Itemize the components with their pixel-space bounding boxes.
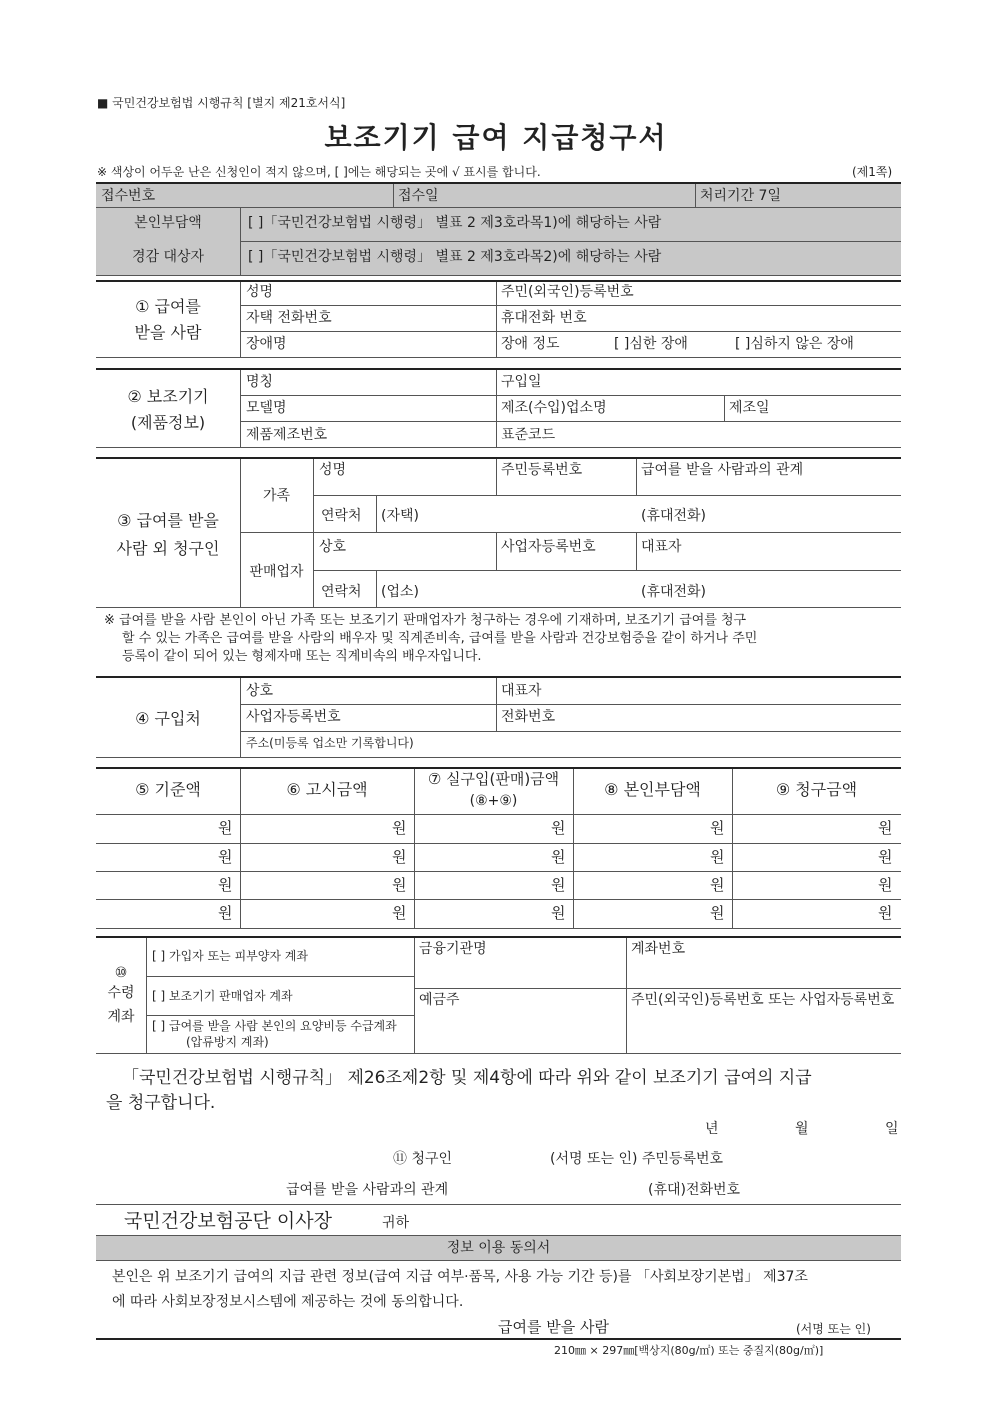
s1-resident-no-label: 주민(외국인)등록번호 <box>501 284 634 300</box>
amount-unit: 원 <box>710 904 725 922</box>
page-number: (제1쪽) <box>852 165 893 179</box>
s2-purchase-date-label: 구입일 <box>501 374 542 390</box>
s2-model-label: 모델명 <box>246 400 287 416</box>
s1-name-label: 성명 <box>246 284 274 300</box>
form-title: 보조기기 급여 지급청구서 <box>324 121 668 154</box>
amount-unit: 원 <box>551 904 566 922</box>
processing-period: 처리기간 7일 <box>700 188 781 204</box>
receipt-number-label: 접수번호 <box>101 188 156 204</box>
section10-label-1: ⑩ <box>114 965 128 981</box>
s3-seller-contact-label: 연락처 <box>321 584 362 600</box>
s3-seller-mobile-label: (휴대전화) <box>641 584 707 600</box>
bank-label: 금융기관명 <box>419 941 487 957</box>
col7-header-2: (⑧+⑨) <box>469 793 518 809</box>
amount-unit: 원 <box>710 876 725 894</box>
amount-unit: 원 <box>218 819 233 837</box>
s1-severe-checkbox[interactable]: [ ]심한 장애 <box>614 336 688 352</box>
holder-id-label: 주민(외국인)등록번호 또는 사업자등록번호 <box>631 992 895 1008</box>
amount-unit: 원 <box>218 876 233 894</box>
paper-spec: 210㎜ × 297㎜[백상지(80g/㎡) 또는 중질지(80g/㎡)] <box>554 1344 824 1357</box>
s3-seller-label: 판매업자 <box>249 564 304 580</box>
s4-phone-label: 전화번호 <box>501 709 556 725</box>
s3-company-label: 상호 <box>319 539 347 555</box>
recipient-suffix: 귀하 <box>382 1215 410 1231</box>
amount-unit: 원 <box>392 876 407 894</box>
holder-label: 예금주 <box>419 992 460 1008</box>
s3-family-home-label: (자택) <box>381 508 419 524</box>
s3-family-mobile-label: (휴대전화) <box>641 508 707 524</box>
section2-label-2: (제품정보) <box>130 413 206 432</box>
account-option-2[interactable]: [ ] 보조기기 판매업자 계좌 <box>152 989 293 1003</box>
s2-name-label: 명칭 <box>246 374 274 390</box>
declaration-line-2: 을 청구합니다. <box>106 1093 216 1113</box>
date-year: 년 <box>705 1121 719 1137</box>
amount-unit: 원 <box>878 904 893 922</box>
amount-unit: 원 <box>710 819 725 837</box>
s3-relation-label: 급여를 받을 사람과의 관계 <box>641 462 804 478</box>
s1-disability-name-label: 장애명 <box>246 336 287 352</box>
section2-label-1: ② 보조기기 <box>127 387 209 406</box>
date-day: 일 <box>885 1121 899 1137</box>
amount-unit: 원 <box>392 819 407 837</box>
amount-unit: 원 <box>551 876 566 894</box>
s3-family-label: 가족 <box>262 488 291 504</box>
s3-family-name-label: 성명 <box>319 462 347 478</box>
account-no-label: 계좌번호 <box>631 941 686 957</box>
section3-label-1: ③ 급여를 받을 <box>117 511 219 530</box>
claimant-relation: 급여를 받을 사람과의 관계 <box>286 1182 449 1198</box>
s1-mobile-label: 휴대전화 번호 <box>501 310 587 326</box>
s4-company-label: 상호 <box>246 683 274 699</box>
amount-unit: 원 <box>878 819 893 837</box>
section4-label: ④ 구입처 <box>135 709 201 728</box>
recipient: 국민건강보험공단 이사장 <box>124 1210 332 1232</box>
amount-unit: 원 <box>392 904 407 922</box>
reduction-option-2[interactable]: [ ]「국민건강보험법 시행령」 별표 2 제3호라목2)에 해당하는 사람 <box>248 249 662 265</box>
s3-footnote-2: 할 수 있는 가족은 급여를 받을 사람의 배우자 및 직계존비속, 급여를 받을 사람과 건강보험증을 같이 하거나 주민 <box>122 631 758 646</box>
s3-office-label: (업소) <box>381 584 419 600</box>
s1-not-severe-checkbox[interactable]: [ ]심하지 않은 장애 <box>735 336 854 352</box>
declaration-line-1: 「국민건강보험법 시행규칙」 제26조제2항 및 제4항에 따라 위와 같이 보조기기 급여의 지급 <box>122 1068 812 1088</box>
col5-header: ⑤ 기준액 <box>135 780 201 799</box>
consent-signer: 급여를 받을 사람 <box>498 1318 609 1336</box>
s3-family-contact-label: 연락처 <box>321 508 362 524</box>
amount-unit: 원 <box>878 848 893 866</box>
section1-label-1: ① 급여를 <box>135 297 201 316</box>
section10-label-2: 수령 <box>107 985 135 1001</box>
amount-unit: 원 <box>710 848 725 866</box>
col8-header: ⑧ 본인부담액 <box>604 780 701 799</box>
amount-unit: 원 <box>551 848 566 866</box>
receipt-date-label: 접수일 <box>398 188 439 204</box>
section3-label-2: 사람 외 청구인 <box>116 539 220 558</box>
s2-maker-label: 제조(수입)업소명 <box>501 400 607 416</box>
s4-biz-no-label: 사업자등록번호 <box>246 709 341 725</box>
col7-header-1: ⑦ 실구입(판매)금액 <box>427 770 560 788</box>
s3-biz-no-label: 사업자등록번호 <box>501 539 596 555</box>
account-option-3-note: (압류방지 계좌) <box>186 1035 269 1049</box>
s3-footnote-3: 등록이 같이 되어 있는 형제자매 또는 직계비속의 배우자입니다. <box>122 649 482 664</box>
s1-disability-degree-label: 장애 정도 <box>501 336 560 352</box>
s4-address-label: 주소(미등록 업소만 기록합니다) <box>246 736 414 750</box>
section10-label-3: 계좌 <box>107 1009 135 1025</box>
consent-line-2: 에 따라 사회보장정보시스템에 제공하는 것에 동의합니다. <box>112 1294 464 1310</box>
reduction-option-1[interactable]: [ ]「국민건강보험법 시행령」 별표 2 제3호라목1)에 해당하는 사람 <box>248 215 662 231</box>
consent-sign: (서명 또는 인) <box>796 1322 871 1336</box>
account-option-3[interactable]: [ ] 급여를 받을 사람 본인의 요양비등 수급계좌 <box>152 1019 397 1033</box>
date-month: 월 <box>795 1121 809 1137</box>
law-reference: ■ 국민건강보험법 시행규칙 [별지 제21호서식] <box>97 96 346 110</box>
account-option-1[interactable]: [ ] 가입자 또는 피부양자 계좌 <box>152 949 308 963</box>
s3-footnote-1: ※ 급여를 받을 사람 본인이 아닌 가족 또는 보조기기 판매업자가 청구하는 경우에 기재하며, 보조기기 급여를 청구 <box>104 613 747 628</box>
s1-home-phone-label: 자택 전화번호 <box>246 310 332 326</box>
s2-manufacture-date-label: 제조일 <box>729 400 770 416</box>
claimant-sign: (서명 또는 인) 주민등록번호 <box>550 1151 724 1167</box>
consent-title: 정보 이용 동의서 <box>446 1240 551 1256</box>
s2-serial-label: 제품제조번호 <box>246 427 328 443</box>
form-note: ※ 색상이 어두운 난은 신청인이 적지 않으며, [ ]에는 해당되는 곳에 √ 표시를 합니다. <box>97 165 541 179</box>
col9-header: ⑨ 청구금액 <box>775 780 858 799</box>
col6-header: ⑥ 고시금액 <box>286 780 368 799</box>
claimant-label: ⑪ 청구인 <box>393 1151 453 1167</box>
section1-label-2: 받을 사람 <box>134 323 202 342</box>
s2-standard-code-label: 표준코드 <box>501 427 556 443</box>
amount-unit: 원 <box>218 848 233 866</box>
amount-unit: 원 <box>218 904 233 922</box>
s3-family-resident-label: 주민등록번호 <box>501 462 583 478</box>
s3-ceo-label: 대표자 <box>641 539 682 555</box>
s4-ceo-label: 대표자 <box>501 683 542 699</box>
amount-unit: 원 <box>392 848 407 866</box>
amount-unit: 원 <box>551 819 566 837</box>
amount-unit: 원 <box>878 876 893 894</box>
reduction-label-1: 본인부담액 <box>134 215 202 231</box>
reduction-label-2: 경감 대상자 <box>131 249 205 265</box>
consent-line-1: 본인은 위 보조기기 급여의 지급 관련 정보(급여 지급 여부·품목, 사용 가능 기간 등)를 「사회보장기본법」 제37조 <box>112 1269 808 1285</box>
claimant-phone: (휴대)전화번호 <box>648 1182 741 1198</box>
